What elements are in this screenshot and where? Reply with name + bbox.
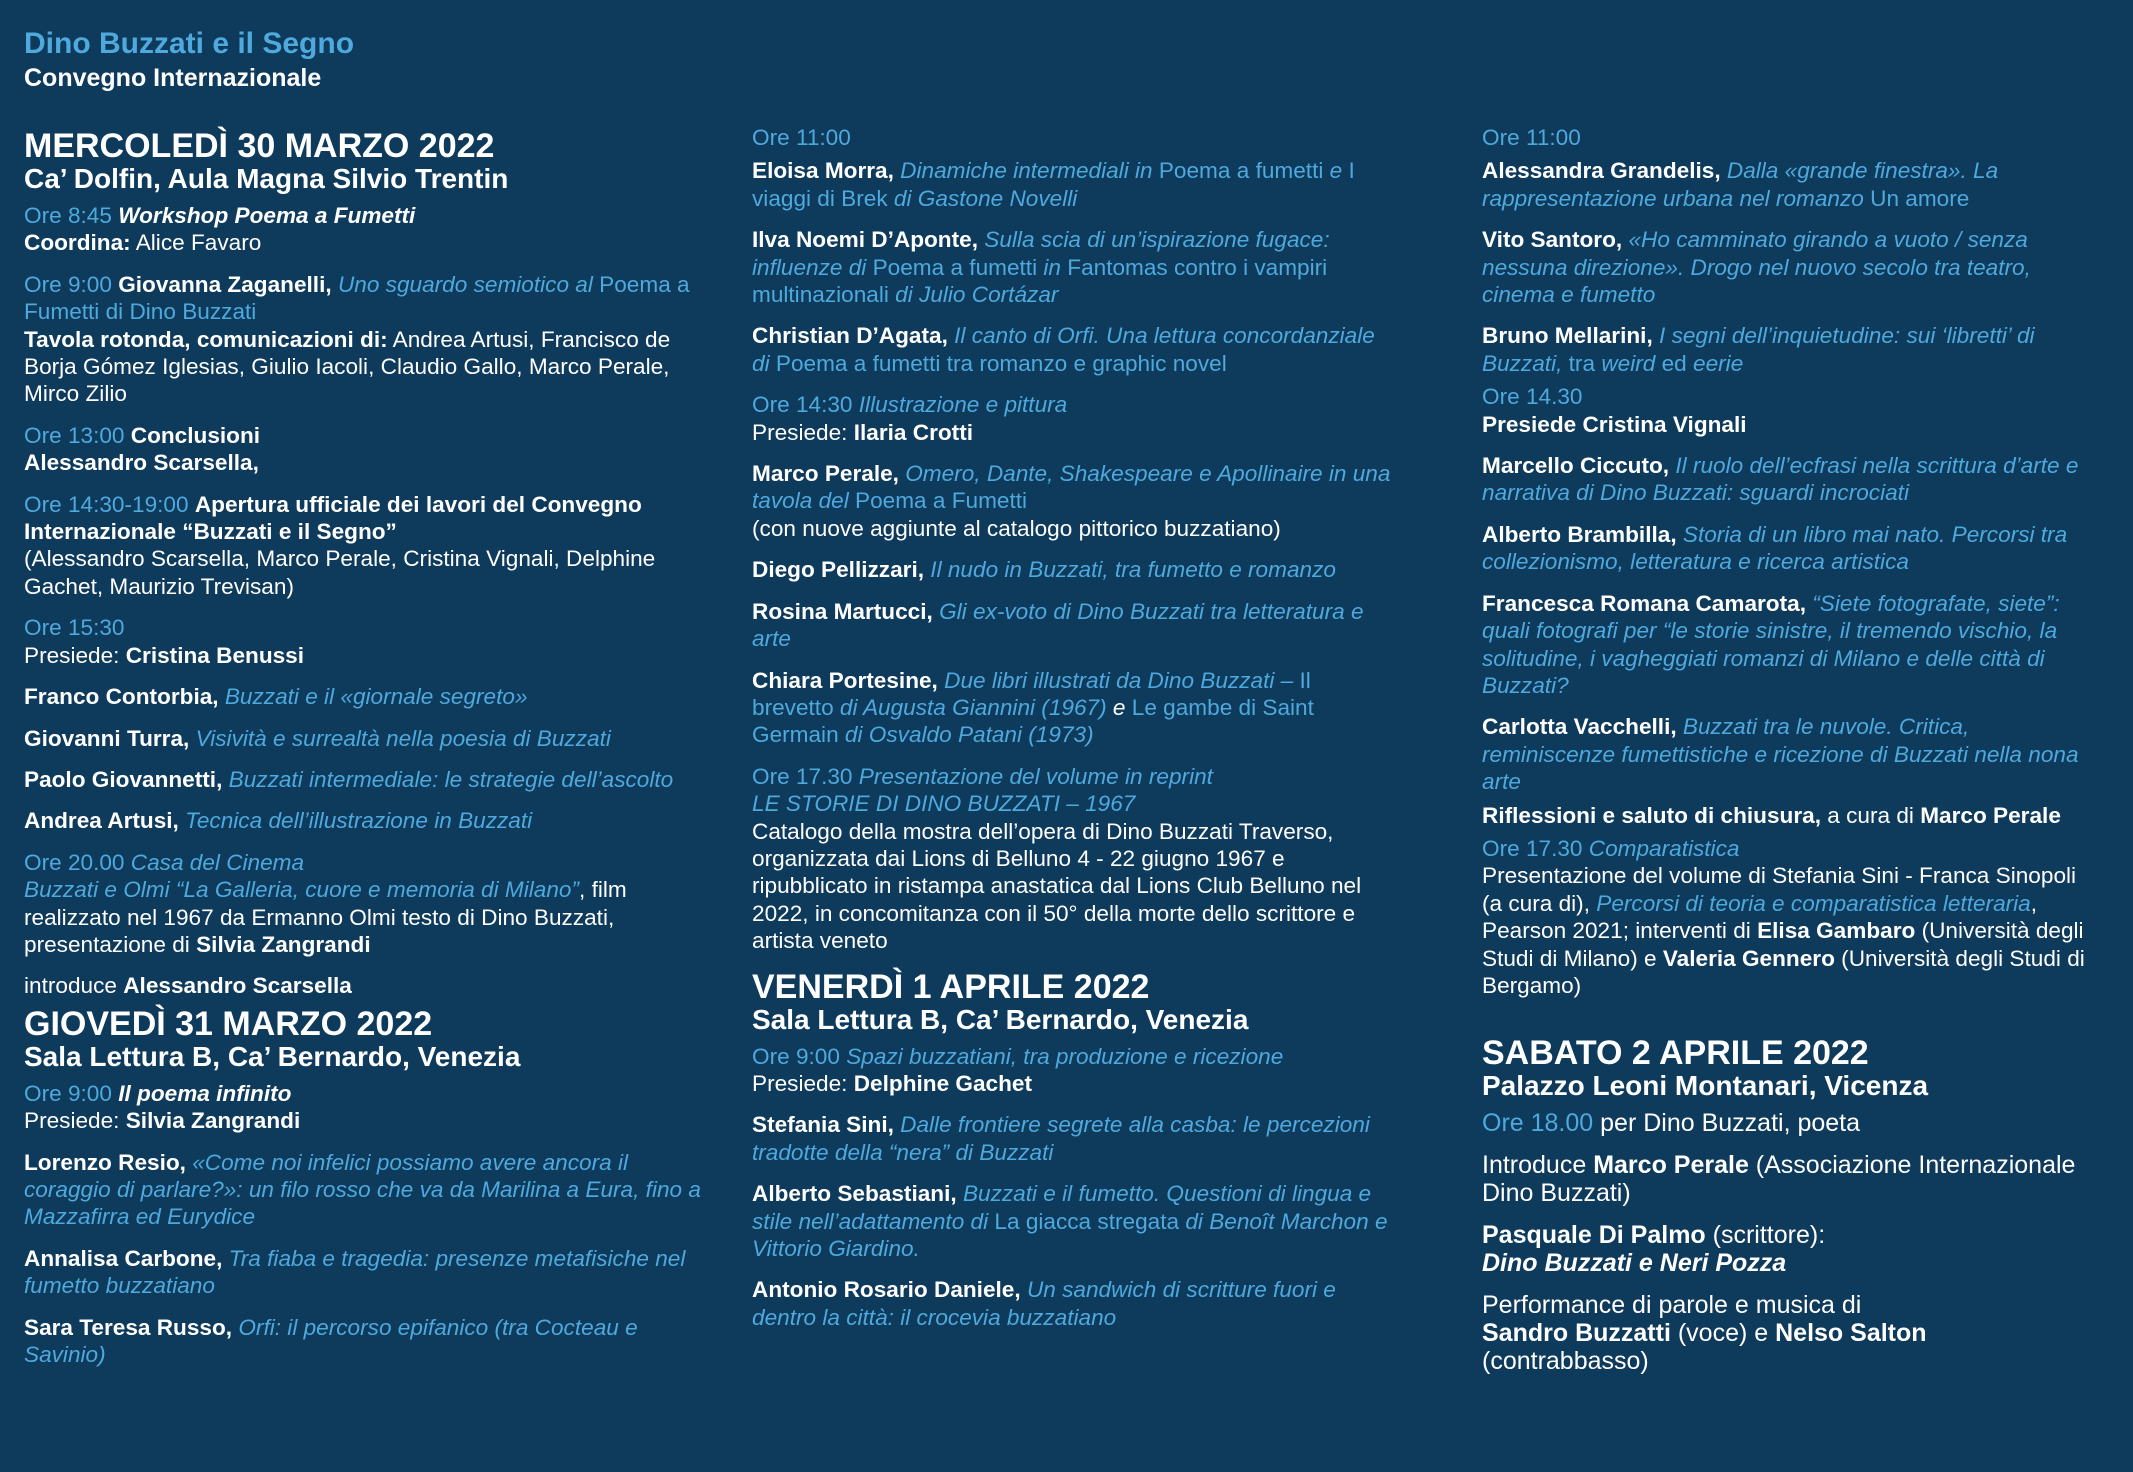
- talk-title: “Siete fotografate, siete”: quali fotografi per “le storie sinistre, il tremendo vischio, la solitudine, i vagheggiati romanzi di Milano e delle città di Buzzati?: [1482, 590, 2060, 698]
- program-entry: [1482, 226, 2102, 308]
- affiliation: (Associazione Internazionale Dino Buzzati): [1482, 1151, 2076, 1208]
- person: Ilaria Crotti: [853, 419, 974, 445]
- work-title: Poema a Fumetti: [855, 488, 1028, 514]
- talk-title: weird: [1601, 350, 1656, 376]
- label: Presiede:: [24, 1108, 120, 1134]
- label: Presiede:: [752, 419, 848, 445]
- program-entry: [24, 725, 704, 752]
- talk-title: Il ruolo dell’ecfrasi nella scrittura d’arte e narrativa di Dino Buzzati: sguardi incrociati: [1482, 453, 2079, 506]
- person: Nelso Salton: [1775, 1319, 1927, 1348]
- talk-title: di Benoît Marchon e Vittorio Giardino.: [752, 1208, 1388, 1261]
- day-title: GIOVEDÌ 31 MARZO 2022: [24, 1004, 433, 1043]
- talk-title: «Come noi infelici possiamo avere ancora il coraggio di parlare?»: un filo rosso che va da Marilina a Eura, fino a Mazzafirra ed Eurydice: [24, 1149, 701, 1230]
- speaker: Christian D’Agata,: [752, 323, 948, 349]
- time: Ore 17.30: [752, 763, 853, 789]
- session-title: Presentazione del volume in reprint: [858, 763, 1213, 789]
- talk-title: Orfi: il percorso epifanico (tra Cocteau e Savinio): [24, 1314, 638, 1367]
- time: Ore 8:45: [24, 203, 112, 228]
- program-entry: [24, 807, 704, 834]
- program-entry: [24, 683, 704, 710]
- person: Presiede Cristina Vignali: [1482, 411, 1747, 437]
- talk-title: Il nudo in Buzzati, tra fumetto e romanzo: [930, 557, 1336, 583]
- work-title: Poema a fumetti: [775, 350, 941, 376]
- description: Catalogo della mostra dell’opera di Dino Buzzati Traverso, organizzata dai Lions di Belluno 4 - 22 giugno 1967 e ripubblicato in ristampa anastatica dal Lions Club Belluno nel 2022, in concomitanza con il 50° della morte dello scrittore e artista veneto: [752, 818, 1362, 954]
- speaker: Marco Perale,: [752, 461, 899, 487]
- label: Presiede:: [24, 642, 120, 668]
- speaker: Vito Santoro,: [1482, 227, 1623, 253]
- speaker: Alessandra Grandelis,: [1482, 158, 1721, 184]
- work-title: Poema a fumetti: [1158, 158, 1324, 184]
- person: Alessandro Scarsella: [123, 973, 352, 999]
- program-entry: [24, 1314, 704, 1369]
- label: introduce: [24, 973, 117, 999]
- speaker: Diego Pellizzari,: [752, 557, 925, 583]
- day-title: MERCOLEDÌ 30 MARZO 2022: [24, 127, 495, 165]
- session-title: Riflessioni e saluto di chiusura,: [1482, 802, 1821, 828]
- day-venue: Palazzo Leoni Montanari, Vicenza: [1482, 1070, 1929, 1102]
- note: (con nuove aggiunte al catalogo pittorico buzzatiano): [752, 515, 1281, 541]
- program-entry: [24, 422, 704, 477]
- speaker: Bruno Mellarini,: [1482, 323, 1653, 349]
- time: Ore 20.00: [24, 849, 125, 875]
- program-entry: [24, 1080, 704, 1135]
- person: Pasquale Di Palmo: [1482, 1221, 1706, 1250]
- work-title: I viaggi di Brek: [752, 158, 1355, 211]
- talk-title: eerie: [1693, 350, 1744, 376]
- day-header-sat: [1482, 1035, 2102, 1101]
- program-entry: [752, 322, 1392, 377]
- talk-title: Visività e surrealtà nella poesia di Buzzati: [195, 725, 611, 751]
- person: Marco Perale: [1920, 802, 2061, 828]
- program-entry: [1482, 1221, 2102, 1277]
- session-title: Spazi buzzatiani, tra produzione e ricezione: [846, 1043, 1284, 1069]
- description: , Pearson 2021; interventi di: [1482, 890, 2038, 944]
- program-entry: [752, 1111, 1392, 1166]
- talk-title: ed: [1661, 350, 1687, 376]
- program-entry: [752, 226, 1392, 308]
- label: Performance di parole e musica di: [1482, 1291, 1862, 1320]
- talk-title: di Gastone Novelli: [893, 185, 1078, 211]
- person: Alice Favaro: [135, 230, 262, 256]
- person: Alessandro Scarsella,: [24, 450, 259, 476]
- label: Introduce: [1482, 1151, 1587, 1180]
- talk-title: Buzzati tra le nuvole. Critica, reminiscenze fumettistiche e ricezione di Buzzati nella nona arte: [1482, 714, 2079, 795]
- speaker: Sara Teresa Russo,: [24, 1314, 233, 1340]
- program-entry: [24, 972, 704, 999]
- program-entry: [752, 1180, 1392, 1262]
- program-entry: [752, 598, 1392, 653]
- program-entry: [1482, 802, 2102, 829]
- program-entry: [24, 849, 704, 959]
- people: Andrea Artusi, Francisco de Borja Gómez Iglesias, Giulio Iacoli, Claudio Gallo, Marco Perale, Mirco Zilio: [24, 326, 671, 407]
- talk-title: Uno sguardo semiotico al: [337, 271, 593, 297]
- person: Silvia Zangrandi: [196, 931, 371, 957]
- talk-title: di Dino Buzzati: [105, 299, 257, 325]
- talk-title: e: [1329, 158, 1343, 184]
- column-1: [24, 124, 704, 1382]
- work-title: Il brevetto: [752, 667, 1311, 720]
- person: Marco Perale: [1593, 1151, 1749, 1180]
- person: Cristina Benussi: [125, 642, 305, 668]
- film-title: Buzzati e Olmi “La Galleria, cuore e memoria di Milano”: [24, 877, 580, 903]
- talk-title: Buzzati intermediale: le strategie dell’ascolto: [228, 766, 674, 792]
- work-title: La giacca stregata: [994, 1208, 1180, 1234]
- speaker: Carlotta Vacchelli,: [1482, 714, 1677, 740]
- day-venue: Ca’ Dolfin, Aula Magna Silvio Trentin: [24, 163, 509, 194]
- program-entry: [24, 271, 704, 408]
- place: Casa del Cinema: [130, 849, 305, 875]
- session-title: Conclusioni: [130, 422, 261, 448]
- role: (contrabbasso): [1482, 1347, 1649, 1376]
- time: Ore 9:00: [24, 271, 112, 297]
- person: Elisa Gambaro: [1757, 918, 1916, 944]
- program-entry: [24, 202, 704, 257]
- program-entry: [1482, 1151, 2102, 1207]
- label: Presiede:: [752, 1070, 848, 1096]
- time: Ore 18.00: [1482, 1109, 1594, 1138]
- time: Ore 11:00: [1482, 125, 1581, 150]
- session-title: per Dino Buzzati, poeta: [1600, 1109, 1861, 1138]
- talk-title: Buzzati e il «giornale segreto»: [224, 684, 528, 710]
- talk-title: Dinamiche intermediali in: [900, 158, 1153, 184]
- affiliation: (Università degli Studi di Milano) e: [1482, 918, 2084, 971]
- program-entry: [1482, 157, 2102, 212]
- people: (Alessandro Scarsella, Marco Perale, Cristina Vignali, Delphine Gachet, Maurizio Trevisan): [24, 546, 656, 599]
- book-title: Dino Buzzati e Neri Pozza: [1482, 1249, 1787, 1278]
- person: Sandro Buzzatti: [1482, 1319, 1671, 1348]
- speaker: Giovanna Zaganelli,: [118, 271, 332, 297]
- program-entry: [24, 1245, 704, 1300]
- talk-title: Sulla scia di un’ispirazione fugace: influenze di: [752, 227, 1330, 280]
- page-header: [24, 26, 354, 94]
- talk-title: di Augusta Giannini (1967): [839, 694, 1107, 720]
- speaker: Andrea Artusi,: [24, 808, 179, 834]
- talk-title: tra romanzo e graphic novel: [946, 350, 1227, 376]
- program-entry: [1482, 713, 2102, 795]
- session-title: Illustrazione e pittura: [858, 392, 1068, 418]
- program-entry: [24, 614, 704, 669]
- book-title: LE STORIE DI DINO BUZZATI – 1967: [752, 791, 1136, 817]
- program-entry: [1482, 1291, 2102, 1375]
- program-entry: [24, 766, 704, 793]
- program-entry: [1482, 124, 2102, 151]
- program-entry: [1482, 1109, 2102, 1137]
- affiliation: (Università degli Studi di Bergamo): [1482, 945, 2085, 998]
- program-entry: [24, 491, 704, 601]
- work-title: Le gambe di Saint Germain: [752, 694, 1314, 748]
- speaker: Alberto Brambilla,: [1482, 521, 1677, 547]
- talk-title: Il canto di Orfi. Una lettura concordanziale: [954, 323, 1375, 349]
- speaker: Alberto Sebastiani,: [752, 1181, 957, 1207]
- label: a cura di: [1827, 802, 1914, 828]
- talk-title: Omero, Dante, Shakespeare e Apollinaire in una tavola del: [752, 461, 1391, 514]
- program-entry: [1482, 452, 2102, 507]
- talk-title: Dalla «grande finestra». La rappresentazione urbana nel romanzo: [1482, 158, 1999, 211]
- time: Ore 14.30: [1482, 384, 1583, 410]
- time: Ore 11:00: [752, 125, 851, 150]
- program-entry: [24, 1149, 704, 1231]
- column-3: [1482, 124, 2102, 1389]
- day-title: VENERDÌ 1 APRILE 2022: [752, 967, 1150, 1006]
- talk-title: Due libri illustrati da Dino Buzzati –: [944, 667, 1294, 693]
- speaker: Annalisa Carbone,: [24, 1245, 223, 1271]
- session-title: Apertura ufficiale dei lavori del Convegno Internazionale “Buzzati e il Segno”: [24, 491, 642, 545]
- work-title: Poema a fumetti: [872, 254, 1038, 280]
- speaker: Stefania Sini,: [752, 1112, 894, 1138]
- page-title: Dino Buzzati e il Segno: [24, 27, 355, 60]
- speaker: Franco Contorbia,: [24, 684, 219, 710]
- day-venue: Sala Lettura B, Ca’ Bernardo, Venezia: [752, 1003, 1249, 1035]
- program-entry: [752, 556, 1392, 583]
- speaker: Antonio Rosario Daniele,: [752, 1277, 1021, 1303]
- talk-title: Gli ex-voto di Dino Buzzati tra letteratura e arte: [752, 598, 1364, 652]
- program-entry: [752, 460, 1392, 542]
- talk-title: Buzzati e il fumetto. Questioni di lingua e stile nell’adattamento di: [752, 1181, 1372, 1234]
- talk-title: Tra fiaba e tragedia: presenze metafisiche nel fumetto buzzatiano: [24, 1245, 686, 1299]
- talk-title: Dalle frontiere segrete alla casba: le percezioni tradotte della “nera” di Buzzati: [752, 1112, 1370, 1165]
- speaker: Giovanni Turra,: [24, 725, 190, 751]
- role: (voce) e: [1677, 1319, 1769, 1348]
- day-header-fri: [752, 969, 1392, 1035]
- talk-title: di Osvaldo Patani (1973): [844, 722, 1094, 748]
- time: Ore 14:30: [752, 392, 853, 418]
- time: Ore 13:00: [24, 422, 125, 448]
- speaker: Marcello Ciccuto,: [1482, 453, 1670, 479]
- speaker: Francesca Romana Camarota,: [1482, 590, 1806, 616]
- speaker: Chiara Portesine,: [752, 667, 938, 693]
- time: Ore 15:30: [24, 615, 125, 641]
- talk-title: e: [1112, 694, 1126, 720]
- program-entry: [752, 391, 1392, 446]
- work-title: Fantomas contro i vampiri multinazionali: [752, 254, 1328, 308]
- work-title: Un amore: [1870, 185, 1970, 211]
- talk-title: Un sandwich di scritture fuori e dentro la città: il crocevia buzzatiano: [752, 1277, 1336, 1330]
- day-venue: Sala Lettura B, Ca’ Bernardo, Venezia: [24, 1040, 521, 1072]
- talk-title: tra: [1568, 350, 1596, 376]
- session-title: Workshop Poema a Fumetti: [118, 203, 416, 228]
- session-title: Comparatistica: [1588, 835, 1740, 861]
- talk-title: in: [1043, 254, 1061, 280]
- speaker: Ilva Noemi D’Aponte,: [752, 227, 978, 253]
- day-title: SABATO 2 APRILE 2022: [1482, 1034, 1869, 1073]
- program-entry: [752, 1043, 1392, 1098]
- speaker: Eloisa Morra,: [752, 158, 894, 184]
- talk-title: di: [752, 350, 770, 376]
- time: Ore 9:00: [752, 1043, 840, 1069]
- description: Presentazione del volume di Stefania Sini - Franca Sinopoli (a cura di),: [1482, 863, 2077, 916]
- description: , film realizzato nel 1967 da Ermanno Olmi testo di Dino Buzzati, presentazione di: [24, 877, 627, 957]
- day-header-thu: [24, 1006, 704, 1072]
- speaker: Lorenzo Resio,: [24, 1149, 186, 1175]
- program-entry: [1482, 383, 2102, 438]
- program-entry: [1482, 590, 2102, 700]
- time: Ore 17.30: [1482, 835, 1583, 861]
- affiliation: (scrittore):: [1712, 1221, 1826, 1250]
- program-entry: [1482, 835, 2102, 999]
- talk-title: Storia di un libro mai nato. Percorsi tra collezionismo, letteratura e ricerca artistica: [1482, 521, 2068, 575]
- time: Ore 14:30-19:00: [24, 491, 189, 517]
- talk-title: I segni dell’inquietudine: sui ‘libretti’ di Buzzati,: [1482, 323, 2035, 376]
- work-title: Poema a Fumetti: [24, 271, 690, 325]
- talk-title: «Ho camminato girando a vuoto / senza nessuna direzione». Drogo nel nuovo secolo tra teatro, cinema e fumetto: [1482, 227, 2031, 308]
- program-entry: [752, 157, 1392, 212]
- book-title: Percorsi di teoria e comparatistica letteraria: [1596, 890, 2031, 916]
- program-entry: [752, 1276, 1392, 1331]
- speaker: Rosina Martucci,: [752, 598, 933, 624]
- program-entry: [752, 124, 1392, 151]
- talk-title: Tecnica dell’illustrazione in Buzzati: [185, 808, 533, 834]
- time: Ore 9:00: [24, 1080, 112, 1106]
- day-header-wed: [24, 128, 704, 194]
- session-title: Il poema infinito: [118, 1080, 292, 1106]
- person: Valeria Gennero: [1662, 945, 1835, 971]
- person: Silvia Zangrandi: [125, 1108, 301, 1134]
- program-entry: [752, 667, 1392, 749]
- program-entry: [1482, 322, 2102, 377]
- page-subtitle: Convegno Internazionale: [24, 64, 322, 92]
- speaker: Paolo Giovannetti,: [24, 766, 223, 792]
- program-entry: [1482, 521, 2102, 576]
- label: Coordina:: [24, 230, 131, 256]
- person: Delphine Gachet: [853, 1070, 1033, 1096]
- program-entry: [752, 763, 1392, 955]
- talk-title: di Julio Cortázar: [895, 282, 1059, 308]
- label: Tavola rotonda, comunicazioni di:: [24, 326, 388, 352]
- column-2: [752, 124, 1392, 1345]
